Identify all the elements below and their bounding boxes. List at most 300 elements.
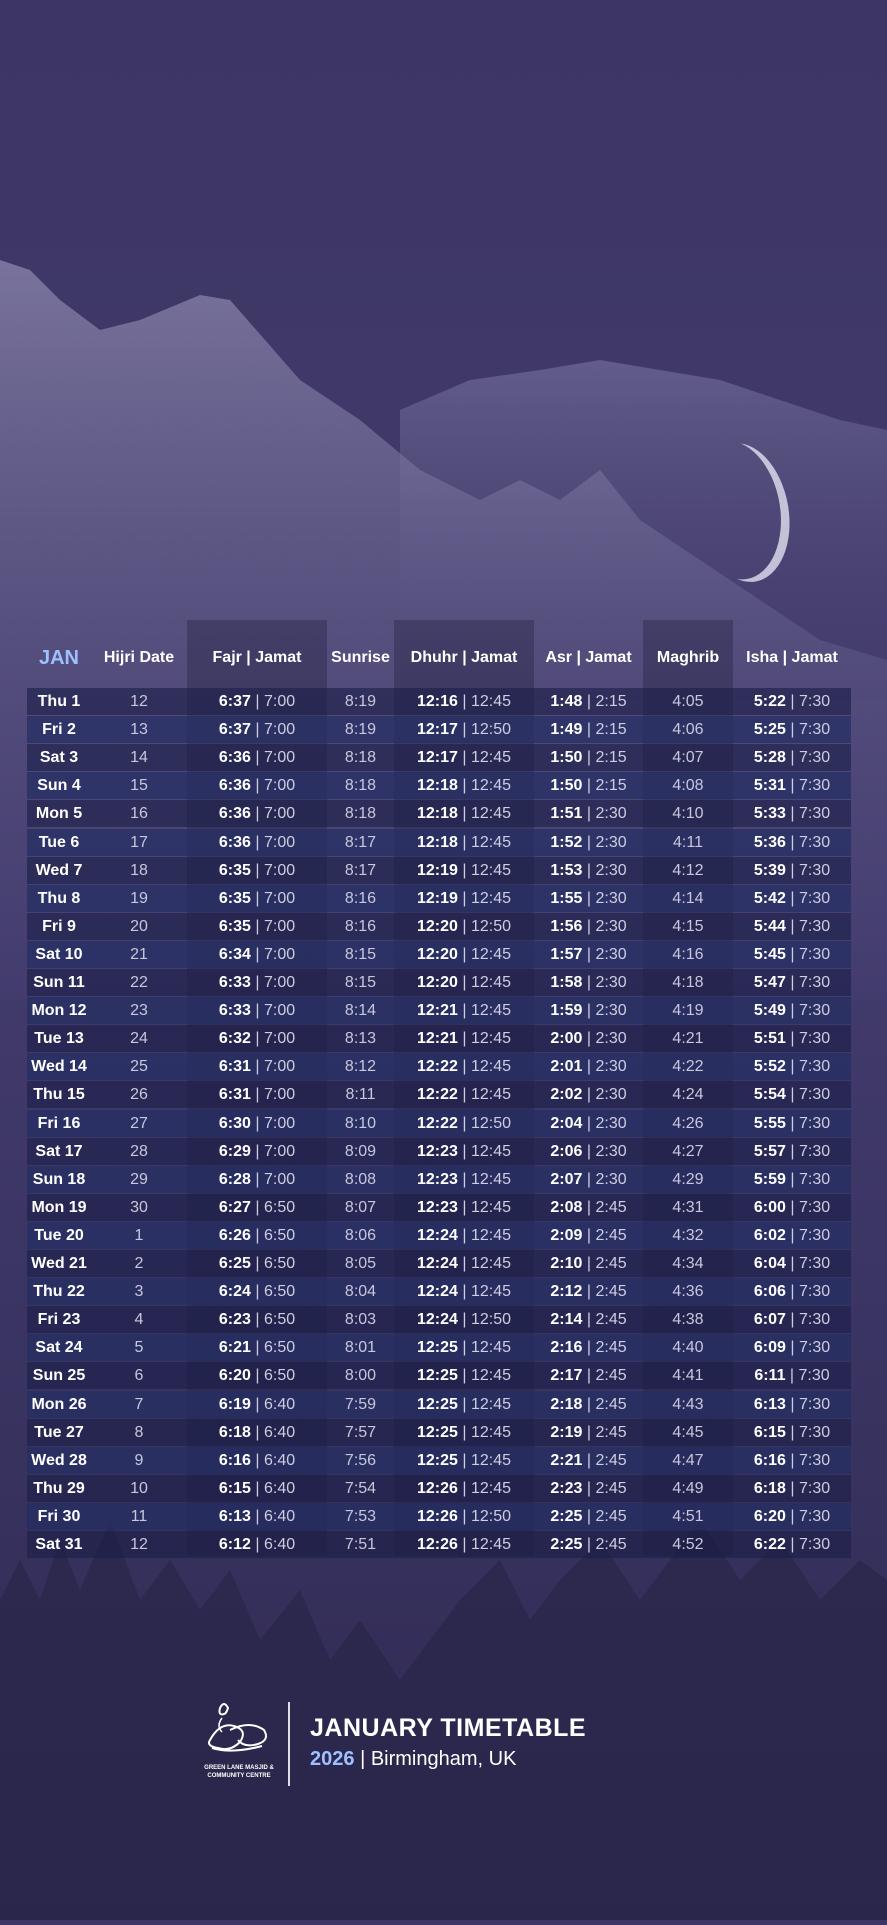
hijri-cell: 23 <box>91 997 187 1024</box>
table-row <box>27 688 851 715</box>
time-separator: | <box>587 1255 591 1272</box>
fajr-jamat-time: 7:00 <box>264 974 295 991</box>
time-separator: | <box>255 1396 259 1413</box>
fajr-jamat-time: 6:50 <box>264 1367 295 1384</box>
asr-cell <box>534 1391 643 1418</box>
isha-time: 6:06 <box>754 1283 786 1300</box>
asr-time: 1:57 <box>550 946 582 963</box>
fajr-time: 6:19 <box>219 1396 251 1413</box>
dhuhr-time: 12:19 <box>417 890 458 907</box>
asr-time: 2:08 <box>550 1199 582 1216</box>
asr-time: 2:07 <box>550 1171 582 1188</box>
asr-cell <box>534 1166 643 1193</box>
isha-cell <box>733 1250 851 1277</box>
isha-jamat-time: 7:30 <box>799 834 830 851</box>
asr-time: 2:25 <box>550 1508 582 1525</box>
isha-cell <box>733 885 851 912</box>
fajr-time: 6:20 <box>219 1367 251 1384</box>
subtitle-separator: | <box>360 1748 365 1770</box>
table-row <box>27 885 851 912</box>
dhuhr-jamat-time: 12:45 <box>471 1452 511 1469</box>
isha-time: 5:45 <box>754 946 786 963</box>
hijri-cell: 12 <box>91 688 187 715</box>
header-fajr: Fajr | Jamat <box>187 642 327 674</box>
asr-cell <box>534 744 643 771</box>
asr-cell <box>534 1503 643 1530</box>
isha-jamat-time: 7:30 <box>799 1367 830 1384</box>
dhuhr-jamat-time: 12:50 <box>471 1508 511 1525</box>
time-separator: | <box>587 1143 591 1160</box>
sunrise-cell: 8:18 <box>327 772 394 799</box>
time-separator: | <box>790 1367 794 1384</box>
asr-time: 1:56 <box>550 918 582 935</box>
time-separator: | <box>462 1339 466 1356</box>
time-separator: | <box>462 777 466 794</box>
time-separator: | <box>255 1171 259 1188</box>
fajr-cell <box>187 1138 327 1165</box>
time-separator: | <box>790 1396 794 1413</box>
asr-time: 2:01 <box>550 1058 582 1075</box>
fajr-time: 6:25 <box>219 1255 251 1272</box>
fajr-jamat-time: 6:50 <box>264 1227 295 1244</box>
fajr-time: 6:36 <box>219 749 251 766</box>
asr-cell <box>534 1250 643 1277</box>
time-separator: | <box>462 1058 466 1075</box>
fajr-cell <box>187 857 327 884</box>
time-separator: | <box>790 1424 794 1441</box>
sunrise-cell: 8:12 <box>327 1053 394 1080</box>
fajr-jamat-time: 6:40 <box>264 1396 295 1413</box>
prayer-timetable <box>27 620 851 1556</box>
fajr-time: 6:15 <box>219 1480 251 1497</box>
fajr-cell <box>187 885 327 912</box>
sunrise-cell: 8:11 <box>327 1081 394 1108</box>
asr-time: 1:53 <box>550 862 582 879</box>
fajr-time: 6:33 <box>219 974 251 991</box>
isha-time: 6:09 <box>754 1339 786 1356</box>
fajr-jamat-time: 7:00 <box>264 834 295 851</box>
isha-jamat-time: 7:30 <box>799 1058 830 1075</box>
fajr-jamat-time: 7:00 <box>264 1115 295 1132</box>
asr-cell <box>534 1110 643 1137</box>
asr-time: 2:21 <box>550 1452 582 1469</box>
sunrise-cell: 8:19 <box>327 688 394 715</box>
hijri-cell: 4 <box>91 1306 187 1333</box>
isha-time: 5:52 <box>754 1058 786 1075</box>
sunrise-cell: 8:18 <box>327 744 394 771</box>
dhuhr-cell <box>394 1194 534 1221</box>
sunrise-cell: 8:05 <box>327 1250 394 1277</box>
dhuhr-cell <box>394 744 534 771</box>
time-separator: | <box>587 1452 591 1469</box>
isha-jamat-time: 7:30 <box>799 890 830 907</box>
table-row <box>27 857 851 884</box>
time-separator: | <box>255 1508 259 1525</box>
fajr-time: 6:35 <box>219 862 251 879</box>
masjid-logo <box>200 1700 278 1790</box>
fajr-cell <box>187 744 327 771</box>
time-separator: | <box>462 1143 466 1160</box>
time-separator: | <box>255 1199 259 1216</box>
asr-time: 2:17 <box>550 1367 582 1384</box>
dhuhr-time: 12:24 <box>417 1255 458 1272</box>
table-row <box>27 1250 851 1277</box>
table-row <box>27 716 851 743</box>
fajr-jamat-time: 6:40 <box>264 1536 295 1553</box>
asr-jamat-time: 2:45 <box>595 1367 626 1384</box>
time-separator: | <box>255 1086 259 1103</box>
sunrise-cell: 7:59 <box>327 1391 394 1418</box>
table-row <box>27 1306 851 1333</box>
time-separator: | <box>587 946 591 963</box>
hijri-cell: 13 <box>91 716 187 743</box>
time-separator: | <box>255 693 259 710</box>
asr-jamat-time: 2:30 <box>595 1002 626 1019</box>
fajr-jamat-time: 7:00 <box>264 1143 295 1160</box>
time-separator: | <box>587 918 591 935</box>
time-separator: | <box>462 1508 466 1525</box>
time-separator: | <box>790 1058 794 1075</box>
asr-time: 2:06 <box>550 1143 582 1160</box>
hijri-cell: 16 <box>91 800 187 827</box>
hijri-cell: 5 <box>91 1334 187 1361</box>
sunrise-cell: 8:14 <box>327 997 394 1024</box>
fajr-time: 6:28 <box>219 1171 251 1188</box>
isha-cell <box>733 941 851 968</box>
day-cell: Fri 9 <box>27 913 91 940</box>
fajr-time: 6:13 <box>219 1508 251 1525</box>
time-separator: | <box>255 1311 259 1328</box>
fajr-time: 6:35 <box>219 890 251 907</box>
dhuhr-time: 12:24 <box>417 1311 458 1328</box>
fajr-time: 6:31 <box>219 1086 251 1103</box>
fajr-cell <box>187 1306 327 1333</box>
asr-time: 2:02 <box>550 1086 582 1103</box>
time-separator: | <box>462 1255 466 1272</box>
isha-cell <box>733 1053 851 1080</box>
dhuhr-time: 12:25 <box>417 1367 458 1384</box>
dhuhr-cell <box>394 1222 534 1249</box>
asr-jamat-time: 2:30 <box>595 1171 626 1188</box>
maghrib-cell: 4:41 <box>643 1362 733 1389</box>
day-cell: Mon 19 <box>27 1194 91 1221</box>
time-separator: | <box>587 1339 591 1356</box>
dhuhr-time: 12:23 <box>417 1171 458 1188</box>
time-separator: | <box>462 834 466 851</box>
dhuhr-time: 12:22 <box>417 1115 458 1132</box>
fajr-jamat-time: 7:00 <box>264 777 295 794</box>
dhuhr-time: 12:19 <box>417 862 458 879</box>
time-separator: | <box>255 805 259 822</box>
asr-jamat-time: 2:45 <box>595 1227 626 1244</box>
isha-cell <box>733 1166 851 1193</box>
timetable-title: JANUARY TIMETABLE <box>310 1714 586 1743</box>
asr-time: 2:04 <box>550 1115 582 1132</box>
asr-jamat-time: 2:45 <box>595 1396 626 1413</box>
time-separator: | <box>462 1452 466 1469</box>
table-row <box>27 1503 851 1530</box>
maghrib-cell: 4:16 <box>643 941 733 968</box>
dhuhr-jamat-time: 12:45 <box>471 805 511 822</box>
isha-jamat-time: 7:30 <box>799 1002 830 1019</box>
hijri-cell: 9 <box>91 1447 187 1474</box>
maghrib-cell: 4:07 <box>643 744 733 771</box>
sunrise-cell: 8:07 <box>327 1194 394 1221</box>
dhuhr-cell <box>394 1503 534 1530</box>
asr-jamat-time: 2:15 <box>595 693 626 710</box>
asr-jamat-time: 2:45 <box>595 1536 626 1553</box>
hijri-cell: 15 <box>91 772 187 799</box>
day-cell: Sat 24 <box>27 1334 91 1361</box>
timetable-year: 2026 <box>310 1748 355 1770</box>
fajr-time: 6:34 <box>219 946 251 963</box>
asr-time: 1:51 <box>550 805 582 822</box>
time-separator: | <box>587 1508 591 1525</box>
fajr-cell <box>187 1334 327 1361</box>
maghrib-cell: 4:36 <box>643 1278 733 1305</box>
time-separator: | <box>255 862 259 879</box>
hijri-cell: 26 <box>91 1081 187 1108</box>
isha-jamat-time: 7:30 <box>799 1452 830 1469</box>
fajr-time: 6:21 <box>219 1339 251 1356</box>
time-separator: | <box>790 1199 794 1216</box>
asr-cell <box>534 913 643 940</box>
time-separator: | <box>790 805 794 822</box>
isha-time: 5:28 <box>754 749 786 766</box>
isha-jamat-time: 7:30 <box>799 1143 830 1160</box>
dhuhr-cell <box>394 1053 534 1080</box>
fajr-cell <box>187 1194 327 1221</box>
time-separator: | <box>462 693 466 710</box>
isha-jamat-time: 7:30 <box>799 1396 830 1413</box>
fajr-cell <box>187 688 327 715</box>
isha-cell <box>733 1025 851 1052</box>
header-maghrib: Maghrib <box>643 642 733 674</box>
fajr-jamat-time: 6:40 <box>264 1508 295 1525</box>
asr-jamat-time: 2:45 <box>595 1480 626 1497</box>
asr-jamat-time: 2:30 <box>595 918 626 935</box>
fajr-jamat-time: 6:40 <box>264 1452 295 1469</box>
dhuhr-time: 12:18 <box>417 777 458 794</box>
time-separator: | <box>255 1255 259 1272</box>
isha-jamat-time: 7:30 <box>799 974 830 991</box>
dhuhr-cell <box>394 829 534 856</box>
fajr-cell <box>187 1419 327 1446</box>
time-separator: | <box>255 1480 259 1497</box>
fajr-jamat-time: 6:50 <box>264 1255 295 1272</box>
hijri-cell: 20 <box>91 913 187 940</box>
isha-jamat-time: 7:30 <box>799 1536 830 1553</box>
isha-cell <box>733 1138 851 1165</box>
dhuhr-jamat-time: 12:45 <box>471 1086 511 1103</box>
dhuhr-cell <box>394 1250 534 1277</box>
maghrib-cell: 4:24 <box>643 1081 733 1108</box>
time-separator: | <box>790 1143 794 1160</box>
isha-cell <box>733 1391 851 1418</box>
time-separator: | <box>790 1339 794 1356</box>
isha-time: 5:31 <box>754 777 786 794</box>
footer-divider <box>288 1702 290 1786</box>
asr-jamat-time: 2:45 <box>595 1424 626 1441</box>
hijri-cell: 14 <box>91 744 187 771</box>
asr-jamat-time: 2:30 <box>595 834 626 851</box>
time-separator: | <box>790 1030 794 1047</box>
maghrib-cell: 4:43 <box>643 1391 733 1418</box>
isha-time: 5:44 <box>754 918 786 935</box>
time-separator: | <box>790 1480 794 1497</box>
isha-cell <box>733 1278 851 1305</box>
isha-jamat-time: 7:30 <box>799 1424 830 1441</box>
asr-time: 2:19 <box>550 1424 582 1441</box>
dhuhr-cell <box>394 1419 534 1446</box>
isha-cell <box>733 1419 851 1446</box>
day-cell: Wed 7 <box>27 857 91 884</box>
day-cell: Thu 29 <box>27 1475 91 1502</box>
time-separator: | <box>790 918 794 935</box>
table-row <box>27 1475 851 1502</box>
dhuhr-time: 12:24 <box>417 1283 458 1300</box>
isha-cell <box>733 744 851 771</box>
fajr-time: 6:27 <box>219 1199 251 1216</box>
fajr-jamat-time: 7:00 <box>264 1030 295 1047</box>
table-row <box>27 1278 851 1305</box>
dhuhr-time: 12:26 <box>417 1480 458 1497</box>
asr-jamat-time: 2:30 <box>595 862 626 879</box>
time-separator: | <box>255 1030 259 1047</box>
time-separator: | <box>790 1086 794 1103</box>
isha-jamat-time: 7:30 <box>799 693 830 710</box>
isha-time: 5:25 <box>754 721 786 738</box>
asr-time: 2:18 <box>550 1396 582 1413</box>
asr-cell <box>534 1334 643 1361</box>
dhuhr-time: 12:22 <box>417 1058 458 1075</box>
asr-cell <box>534 969 643 996</box>
time-separator: | <box>255 890 259 907</box>
fajr-time: 6:18 <box>219 1424 251 1441</box>
dhuhr-jamat-time: 12:45 <box>471 1536 511 1553</box>
dhuhr-time: 12:25 <box>417 1339 458 1356</box>
time-separator: | <box>790 693 794 710</box>
hijri-cell: 8 <box>91 1419 187 1446</box>
time-separator: | <box>462 1199 466 1216</box>
fajr-jamat-time: 6:50 <box>264 1339 295 1356</box>
time-separator: | <box>587 1171 591 1188</box>
time-separator: | <box>255 1536 259 1553</box>
asr-jamat-time: 2:45 <box>595 1339 626 1356</box>
time-separator: | <box>790 1171 794 1188</box>
asr-time: 1:49 <box>550 721 582 738</box>
asr-cell <box>534 772 643 799</box>
dhuhr-time: 12:25 <box>417 1396 458 1413</box>
fajr-time: 6:24 <box>219 1283 251 1300</box>
dhuhr-time: 12:26 <box>417 1508 458 1525</box>
fajr-jamat-time: 7:00 <box>264 1058 295 1075</box>
asr-cell <box>534 1278 643 1305</box>
fajr-cell <box>187 1447 327 1474</box>
maghrib-cell: 4:45 <box>643 1419 733 1446</box>
table-row <box>27 997 851 1024</box>
fajr-cell <box>187 1025 327 1052</box>
isha-cell <box>733 1110 851 1137</box>
time-separator: | <box>462 1115 466 1132</box>
dhuhr-jamat-time: 12:45 <box>471 974 511 991</box>
dhuhr-jamat-time: 12:50 <box>471 1115 511 1132</box>
fajr-cell <box>187 1362 327 1389</box>
time-separator: | <box>587 1536 591 1553</box>
time-separator: | <box>587 693 591 710</box>
day-cell: Mon 12 <box>27 997 91 1024</box>
dhuhr-cell <box>394 1475 534 1502</box>
isha-jamat-time: 7:30 <box>799 1030 830 1047</box>
time-separator: | <box>790 1227 794 1244</box>
asr-cell <box>534 885 643 912</box>
hijri-cell: 27 <box>91 1110 187 1137</box>
asr-time: 2:00 <box>550 1030 582 1047</box>
dhuhr-jamat-time: 12:45 <box>471 1339 511 1356</box>
table-row <box>27 772 851 799</box>
time-separator: | <box>790 1283 794 1300</box>
isha-cell <box>733 1362 851 1389</box>
day-cell: Thu 8 <box>27 885 91 912</box>
sunrise-cell: 8:01 <box>327 1334 394 1361</box>
time-separator: | <box>462 1536 466 1553</box>
fajr-cell <box>187 1391 327 1418</box>
dhuhr-cell <box>394 1334 534 1361</box>
dhuhr-jamat-time: 12:45 <box>471 1424 511 1441</box>
time-separator: | <box>587 1058 591 1075</box>
time-separator: | <box>462 1030 466 1047</box>
isha-cell <box>733 857 851 884</box>
time-separator: | <box>790 1002 794 1019</box>
fajr-cell <box>187 1110 327 1137</box>
maghrib-cell: 4:14 <box>643 885 733 912</box>
hijri-cell: 18 <box>91 857 187 884</box>
isha-jamat-time: 7:30 <box>799 1255 830 1272</box>
asr-jamat-time: 2:30 <box>595 1030 626 1047</box>
day-cell: Mon 26 <box>27 1391 91 1418</box>
dhuhr-time: 12:24 <box>417 1227 458 1244</box>
fajr-jamat-time: 7:00 <box>264 805 295 822</box>
dhuhr-cell <box>394 1138 534 1165</box>
dhuhr-jamat-time: 12:50 <box>471 721 511 738</box>
asr-jamat-time: 2:15 <box>595 749 626 766</box>
time-separator: | <box>587 777 591 794</box>
isha-cell <box>733 800 851 827</box>
isha-time: 5:51 <box>754 1030 786 1047</box>
hijri-cell: 29 <box>91 1166 187 1193</box>
asr-time: 2:12 <box>550 1283 582 1300</box>
table-row <box>27 1531 851 1558</box>
dhuhr-jamat-time: 12:45 <box>471 1255 511 1272</box>
table-row <box>27 1138 851 1165</box>
maghrib-cell: 4:15 <box>643 913 733 940</box>
asr-jamat-time: 2:45 <box>595 1311 626 1328</box>
isha-time: 5:22 <box>754 693 786 710</box>
isha-jamat-time: 7:30 <box>799 862 830 879</box>
asr-jamat-time: 2:15 <box>595 721 626 738</box>
time-separator: | <box>255 1115 259 1132</box>
table-row <box>27 1222 851 1249</box>
table-row <box>27 1053 851 1080</box>
asr-cell <box>534 1419 643 1446</box>
dhuhr-cell <box>394 1362 534 1389</box>
maghrib-cell: 4:22 <box>643 1053 733 1080</box>
asr-cell <box>534 1081 643 1108</box>
hijri-cell: 1 <box>91 1222 187 1249</box>
asr-cell <box>534 688 643 715</box>
isha-time: 6:11 <box>754 1367 785 1384</box>
maghrib-cell: 4:27 <box>643 1138 733 1165</box>
